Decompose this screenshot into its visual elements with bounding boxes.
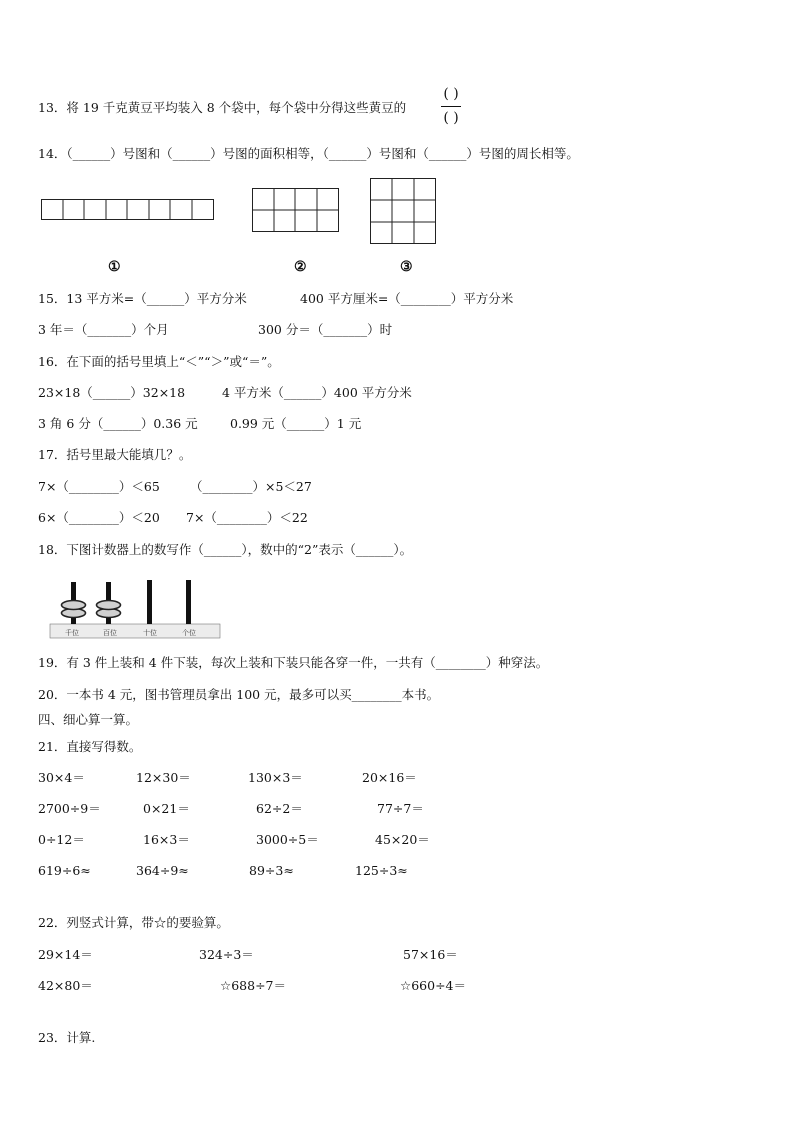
figure-2-label: ②	[294, 259, 307, 275]
q17-a2: （________）×5＜27	[190, 479, 312, 494]
q17-a1: 7×（________）＜65	[38, 479, 160, 494]
figure-1-grid	[41, 199, 215, 221]
q21-r1-c3: 130×3＝	[248, 770, 303, 785]
q21-r4-c3: 89÷3≈	[249, 863, 294, 878]
q21-r2-c1: 2700÷9＝	[38, 801, 101, 816]
rod-ones	[186, 580, 191, 624]
figure-2-grid	[252, 188, 340, 233]
q17-title: 17．括号里最大能填几？。	[38, 447, 192, 462]
section-4-heading: 四、细心算一算。	[38, 712, 139, 727]
q19-text: 19．有 3 件上装和 4 件下装，每次上装和下装只能各穿一件，一共有（________）种穿法。	[38, 655, 549, 670]
q15-line1-a: 15．13 平方米=（______）平方分米	[38, 291, 247, 306]
q22-r1-c2: 324÷3＝	[199, 947, 254, 962]
q15-line2-a: 3 年＝（_______）个月	[38, 322, 169, 337]
figure-3-grid	[370, 178, 437, 245]
q16-b2: 0.99 元（______）1 元	[230, 416, 362, 431]
q21-r3-c2: 16×3＝	[143, 832, 190, 847]
q21-r2-c2: 0×21＝	[143, 801, 190, 816]
q13-fraction[interactable]	[440, 86, 462, 128]
q21-r4-c1: 619÷6≈	[38, 863, 91, 878]
place-label-hundreds: 百位	[103, 629, 117, 637]
place-label-tens: 十位	[143, 629, 157, 637]
q13-fraction-numerator[interactable]: ( )	[443, 86, 459, 102]
q21-r4-c2: 364÷9≈	[136, 863, 189, 878]
q16-b1: 3 角 6 分（______）0.36 元	[38, 416, 198, 431]
q22-r2-c2: ☆688÷7＝	[220, 978, 286, 993]
q13-text: 13．将 19 千克黄豆平均装入 8 个袋中，每个袋中分得这些黄豆的	[38, 100, 407, 115]
q14-text: 14．（______）号图和（______）号图的面积相等，（______）号图和（______）号图的周长相等。	[38, 146, 579, 161]
q16-a1: 23×18（______）32×18	[38, 385, 186, 400]
figure-1-label: ①	[108, 259, 121, 275]
place-label-thousands: 千位	[65, 629, 79, 637]
q18-text: 18．下图计数器上的数写作（______），数中的“2”表示（______）。	[38, 542, 413, 557]
abacus-counter	[50, 577, 222, 639]
q21-r2-c4: 77÷7＝	[377, 801, 424, 816]
q22-title: 22．列竖式计算，带☆的要验算。	[38, 915, 229, 930]
q21-r3-c3: 3000÷5＝	[256, 832, 319, 847]
q15-line2-b: 300 分＝（_______）时	[258, 322, 393, 337]
q13-fraction-denominator[interactable]: ( )	[443, 110, 459, 126]
q21-r2-c3: 62÷2＝	[256, 801, 303, 816]
q16-a2: 4 平方米（______）400 平方分米	[222, 385, 412, 400]
q21-r1-c4: 20×16＝	[362, 770, 417, 785]
q21-r3-c1: 0÷12＝	[38, 832, 85, 847]
q15-line1-b: 400 平方厘米=（________）平方分米	[300, 291, 514, 306]
q20-text: 20．一本书 4 元，图书管理员拿出 100 元，最多可以买________本书。	[38, 687, 440, 702]
q22-r1-c1: 29×14＝	[38, 947, 93, 962]
fraction-bar	[441, 106, 461, 107]
bead	[97, 601, 121, 610]
q21-r1-c1: 30×4＝	[38, 770, 85, 785]
q22-r1-c3: 57×16＝	[403, 947, 458, 962]
q16-title: 16．在下面的括号里填上“＜”“＞”或“＝”。	[38, 354, 280, 369]
place-label-ones: 个位	[182, 629, 196, 637]
q17-b1: 6×（________）＜20	[38, 510, 160, 525]
figure-3-label: ③	[400, 259, 413, 275]
q21-title: 21．直接写得数。	[38, 739, 142, 754]
q21-r1-c2: 12×30＝	[136, 770, 191, 785]
bead	[62, 601, 86, 610]
q17-b2: 7×（________）＜22	[186, 510, 308, 525]
q21-r3-c4: 45×20＝	[375, 832, 430, 847]
q22-r2-c1: 42×80＝	[38, 978, 93, 993]
q22-r2-c3: ☆660÷4＝	[400, 978, 466, 993]
q23-title: 23．计算.	[38, 1030, 96, 1045]
q21-r4-c4: 125÷3≈	[355, 863, 408, 878]
rod-tens	[147, 580, 152, 624]
